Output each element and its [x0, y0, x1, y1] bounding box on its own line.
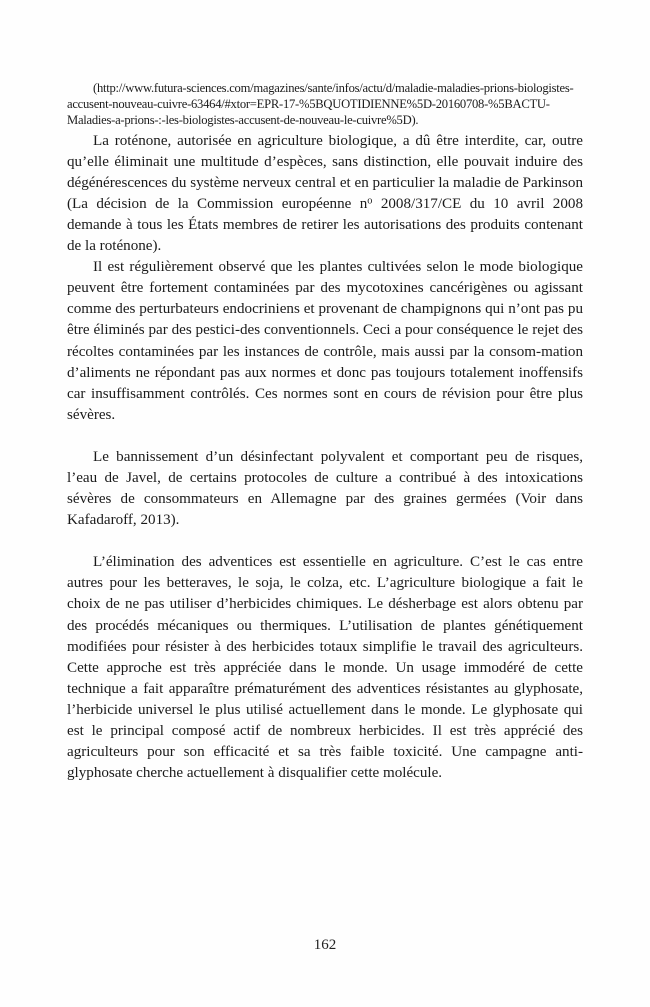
page-number: 162 — [313, 937, 337, 953]
paragraph-rotenone — [67, 131, 583, 258]
paragraph-adventices-glyphosate: L’élimination des adventices est essentielle en agriculture. C’est le cas entre autres pour les betteraves, le soja, le colza, etc. L’agriculture biologique a fait le choix de ne pas utiliser d’herbicides chimiques. Le désherbage est alors obtenu par des procédés mécaniques ou thermiques. L’utilisation de plantes génétiquement modifiées pour résister à des herbicides totaux simplifie le travail des agriculteurs. Cette approche est très appréciée dans le monde. Un usage immodéré de cette technique a fait apparaître prématurément des adventices résistantes au glyphosate, l’herbicide universel le plus utilisé actuellement dans le monde. Le glyphosate qui est le principal composé actif de nombreux herbicides. Il est très apprécié des agriculteurs pour son efficacité et sa très faible toxicité. Une campagne anti-glyphosate cherche actuellement à disqualifier cette molécule. — [67, 554, 583, 782]
paragraph-rotenone-text-part-2: 2008/317/CE du 10 avril 2008 demande à tous les États membres de retirer les autorisations des produits contenant de la roténone). — [67, 195, 583, 255]
source-url-citation: (http://www.futura-sciences.com/magazines/sante/infos/actu/d/maladie-maladies-prions-biologistes-accusent-nouveau-cuivre-63464/#xtor=EPR-17-%5BQUOTIDIENNE%5D-20160708-%5BACTU-Maladies-a-prions-:-les-biologistes-accusent-de-nouveau-le-cuivre%5D). — [67, 81, 574, 128]
paragraph-mycotoxines: Il est régulièrement observé que les plantes cultivées selon le mode biologique peuvent être fortement contaminées par des mycotoxines cancérigènes ou agissant comme des perturbateurs endocriniens et provenant de champignons qui n’ont pas pu être éliminés par des pestici-des conventionnels. Ceci a pour conséquence le rejet des récoltes contaminées par les instances de contrôle, mais aussi par la consom-mation d’aliments ne répondant pas aux normes et donc pas toujours totalement inoffensifs car insuffisamment contrôlés. Ces normes sont en cours de révision pour être plus sévères. — [67, 259, 583, 423]
paragraph-rotenone-text-part-1: La roténone, autorisée en agriculture biologique, a dû être interdite, car, outre qu’elle éliminait une multitude d’espèces, sans distinction, elle pouvait induire des dégénérescences du système nerveux central et en particulier la maladie de Parkinson (La décision de la Commission européenne n — [67, 132, 583, 212]
ordinal-indicator: o — [367, 195, 373, 207]
page-text-block — [67, 80, 583, 784]
paragraph-eau-de-javel: Le bannissement d’un désinfectant polyvalent et comportant peu de risques, l’eau de Javel, de certains protocoles de culture a contribué à des intoxications sévères de consommateurs en Allemagne par des graines germées (Voir dans Kafadaroff, 2013). — [67, 448, 583, 529]
